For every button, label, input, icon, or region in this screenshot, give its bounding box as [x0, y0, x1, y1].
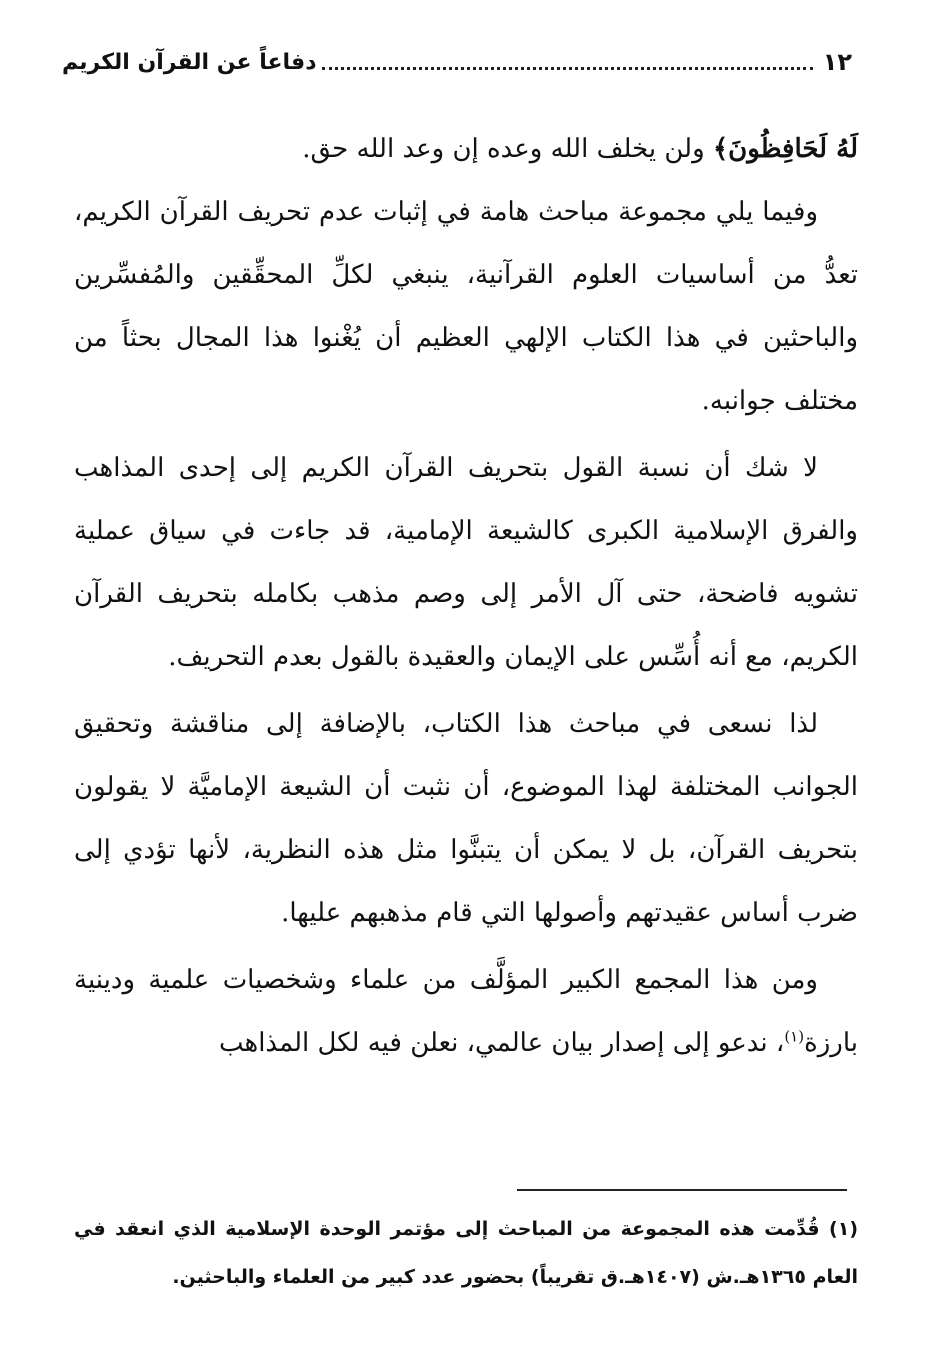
paragraph-5-text-a: ومن هذا المجمع الكبير المؤلَّف من علماء وشخصيات علمية ودينية بارزة — [74, 965, 858, 1058]
running-title: دفاعاً عن القرآن الكريم — [62, 49, 317, 75]
paragraph-4: لذا نسعى في مباحث هذا الكتاب، بالإضافة إلى مناقشة وتحقيق الجوانب المختلفة لهذا الموضوع، أن نثبت أن الشيعة الإماميَّة لا يقولون بتحريف القرآن، بل لا يمكن أن يتبنَّوا مثل هذه النظرية، لأنها تؤدي إلى ضرب أساس عقيدتهم وأصولها التي قام مذهبهم عليها. — [74, 709, 858, 928]
paragraph-2: وفيما يلي مجموعة مباحث هامة في إثبات عدم تحريف القرآن الكريم، تعدُّ من أساسيات العلوم القرآنية، ينبغي لكلِّ المحقِّقين والمُفسِّرين والباحثين في هذا الكتاب الإلهي العظيم أن يُغْنوا هذا المجال بحثاً من مختلف جوانبه. — [74, 197, 858, 416]
footnote — [74, 1205, 858, 1301]
paragraph-5-text-b: ، ندعو إلى إصدار بيان عالمي، نعلن فيه لكل المذاهب — [218, 1028, 785, 1058]
paragraph-1-text: ولن يخلف الله وعده إن وعد الله حق. — [302, 134, 713, 164]
footnote-separator — [517, 1189, 847, 1191]
paragraph-3: لا شك أن نسبة القول بتحريف القرآن الكريم إلى إحدى المذاهب والفرق الإسلامية الكبرى كالشيعة الإمامية، قد جاءت في سياق عملية تشويه فاضحة، حتى آل الأمر إلى وصم مذهب بكامله بتحريف القرآن الكريم، مع أنه أُسِّس على الإيمان والعقيدة بالقول بعدم التحريف. — [74, 453, 858, 672]
page-number: ١٢ — [822, 48, 852, 76]
footnote-reference: (١) — [784, 1027, 805, 1046]
quran-verse: لَهُ لَحَافِظُونَ﴾ — [712, 134, 858, 164]
main-text — [74, 118, 858, 1075]
page-header — [62, 42, 852, 82]
header-dot-leader — [322, 67, 812, 70]
paragraph-5 — [74, 949, 858, 1075]
footnote-text: (١) قُدِّمت هذه المجموعة من المباحث إلى مؤتمر الوحدة الإسلامية الذي انعقد في العام ١٣٦٥هـ.ش (١٤٠٧هـ.ق تقريباً) بحضور عدد كبير من العلماء والباحثين. — [74, 1218, 858, 1288]
paragraph-1 — [74, 118, 858, 181]
